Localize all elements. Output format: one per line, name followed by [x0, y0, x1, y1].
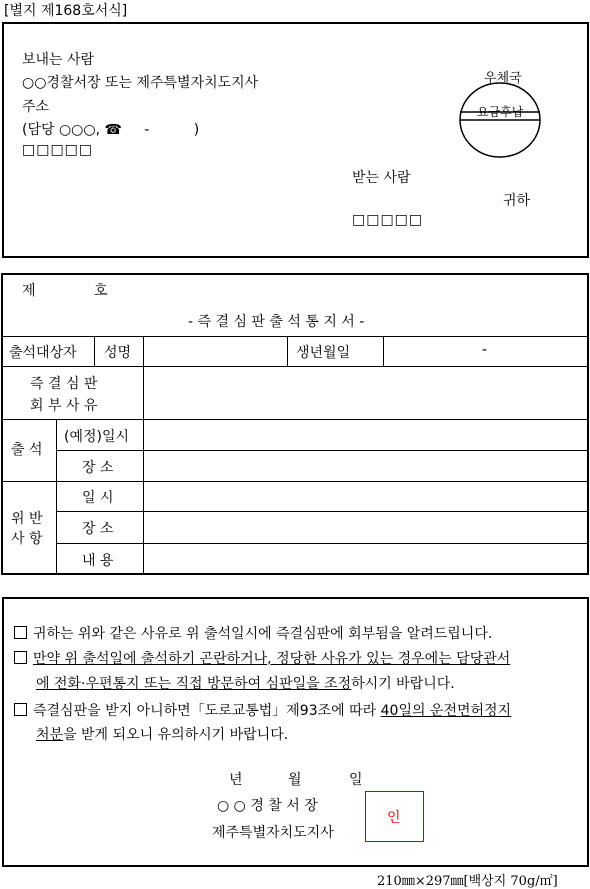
- message-p3-line2b: 을 받게 되오니 유의하시기 바랍니다.: [63, 727, 289, 743]
- message-paragraph-1: [14, 623, 492, 643]
- violation-content-label: 내 용: [82, 553, 114, 569]
- violation-label-line1: 위 반: [11, 511, 43, 527]
- paper-spec: 210㎜×297㎜[백상지 70g/㎡]: [377, 874, 558, 889]
- attend-label: 출 석: [11, 442, 43, 458]
- attend-place-label: 장 소: [82, 460, 114, 476]
- target-label: 출석대상자: [9, 345, 77, 361]
- issuer-police: ○ ○ 경 찰 서 장: [217, 798, 318, 814]
- message-paragraph-3-cont: [36, 724, 288, 744]
- message-p2-line2b: 하시기 바랍니다.: [351, 676, 455, 692]
- violation-date-label: 일 시: [82, 490, 114, 506]
- name-label: 성명: [104, 345, 132, 361]
- message-p2-line1: 만약 위 출석일에 출석하기 곤란하거나, 정당한 사유가 있는 경우에는 담당관서: [33, 651, 511, 667]
- date-month: 월: [288, 772, 302, 788]
- seal-mark: 인: [387, 810, 401, 826]
- message-paragraph-3: [14, 700, 511, 720]
- address-label: 주소: [22, 99, 50, 115]
- message-p1-text: 귀하는 위와 같은 사유로 위 출석일시에 즉결심판에 회부됨을 알려드립니다.: [33, 626, 493, 642]
- message-p3-line2a: 처분: [36, 727, 64, 743]
- sender-postal-code: □□□□□: [22, 142, 94, 158]
- message-paragraph-2-cont: [36, 673, 455, 693]
- message-p3-line1a: 즉결심판을 받지 아니하면「도로교통법」제93조에 따라: [33, 703, 381, 719]
- contact-suffix: - ): [121, 122, 200, 138]
- message-p2-line2a: 에 전화·우편통지 또는 직접 방문하여 심판일을 조정: [36, 676, 352, 692]
- checkbox-icon: [14, 626, 27, 639]
- birth-label: 생년월일: [296, 345, 351, 361]
- checkbox-icon: [14, 703, 27, 716]
- attend-date-label: (예정)일시: [64, 429, 130, 445]
- issuer-governor: 제주특별자치도지사: [212, 825, 334, 841]
- recipient-honorific: 귀하: [503, 193, 531, 209]
- contact-prefix: (담당 ○○○,: [22, 122, 105, 138]
- date-year: 년: [229, 772, 243, 788]
- message-paragraph-2: [14, 648, 510, 668]
- postage-paid-label: 요금후납: [477, 105, 524, 119]
- reason-label-line1: 즉 결 심 판: [30, 376, 98, 392]
- date-day: 일: [349, 772, 363, 788]
- message-p3-line1b: 40일의 운전면허정지: [380, 703, 512, 719]
- notice-number-prefix: 제: [22, 283, 36, 299]
- notice-title: - 즉 결 심 판 출 석 통 지 서 -: [188, 314, 365, 330]
- sender-name: ○○경찰서장 또는 제주특별자치도지사: [22, 75, 259, 91]
- recipient-label: 받는 사람: [352, 170, 411, 186]
- form-number: [별지 제168호서식]: [4, 3, 128, 19]
- violation-label-line2: 사 항: [11, 531, 43, 547]
- checkbox-icon: [14, 651, 27, 664]
- postage-mark-icon: [459, 82, 543, 158]
- postage-office-label: 우체국: [484, 71, 522, 86]
- birth-separator: -: [482, 342, 488, 358]
- reason-label-line2: 회 부 사 유: [30, 398, 98, 414]
- recipient-postal-code: □□□□□: [352, 212, 424, 228]
- sender-label: 보내는 사람: [22, 52, 95, 68]
- contact-info: [22, 119, 199, 139]
- violation-place-label: 장 소: [82, 521, 114, 537]
- phone-icon: ☎: [104, 122, 122, 138]
- notice-number-suffix: 호: [94, 283, 108, 299]
